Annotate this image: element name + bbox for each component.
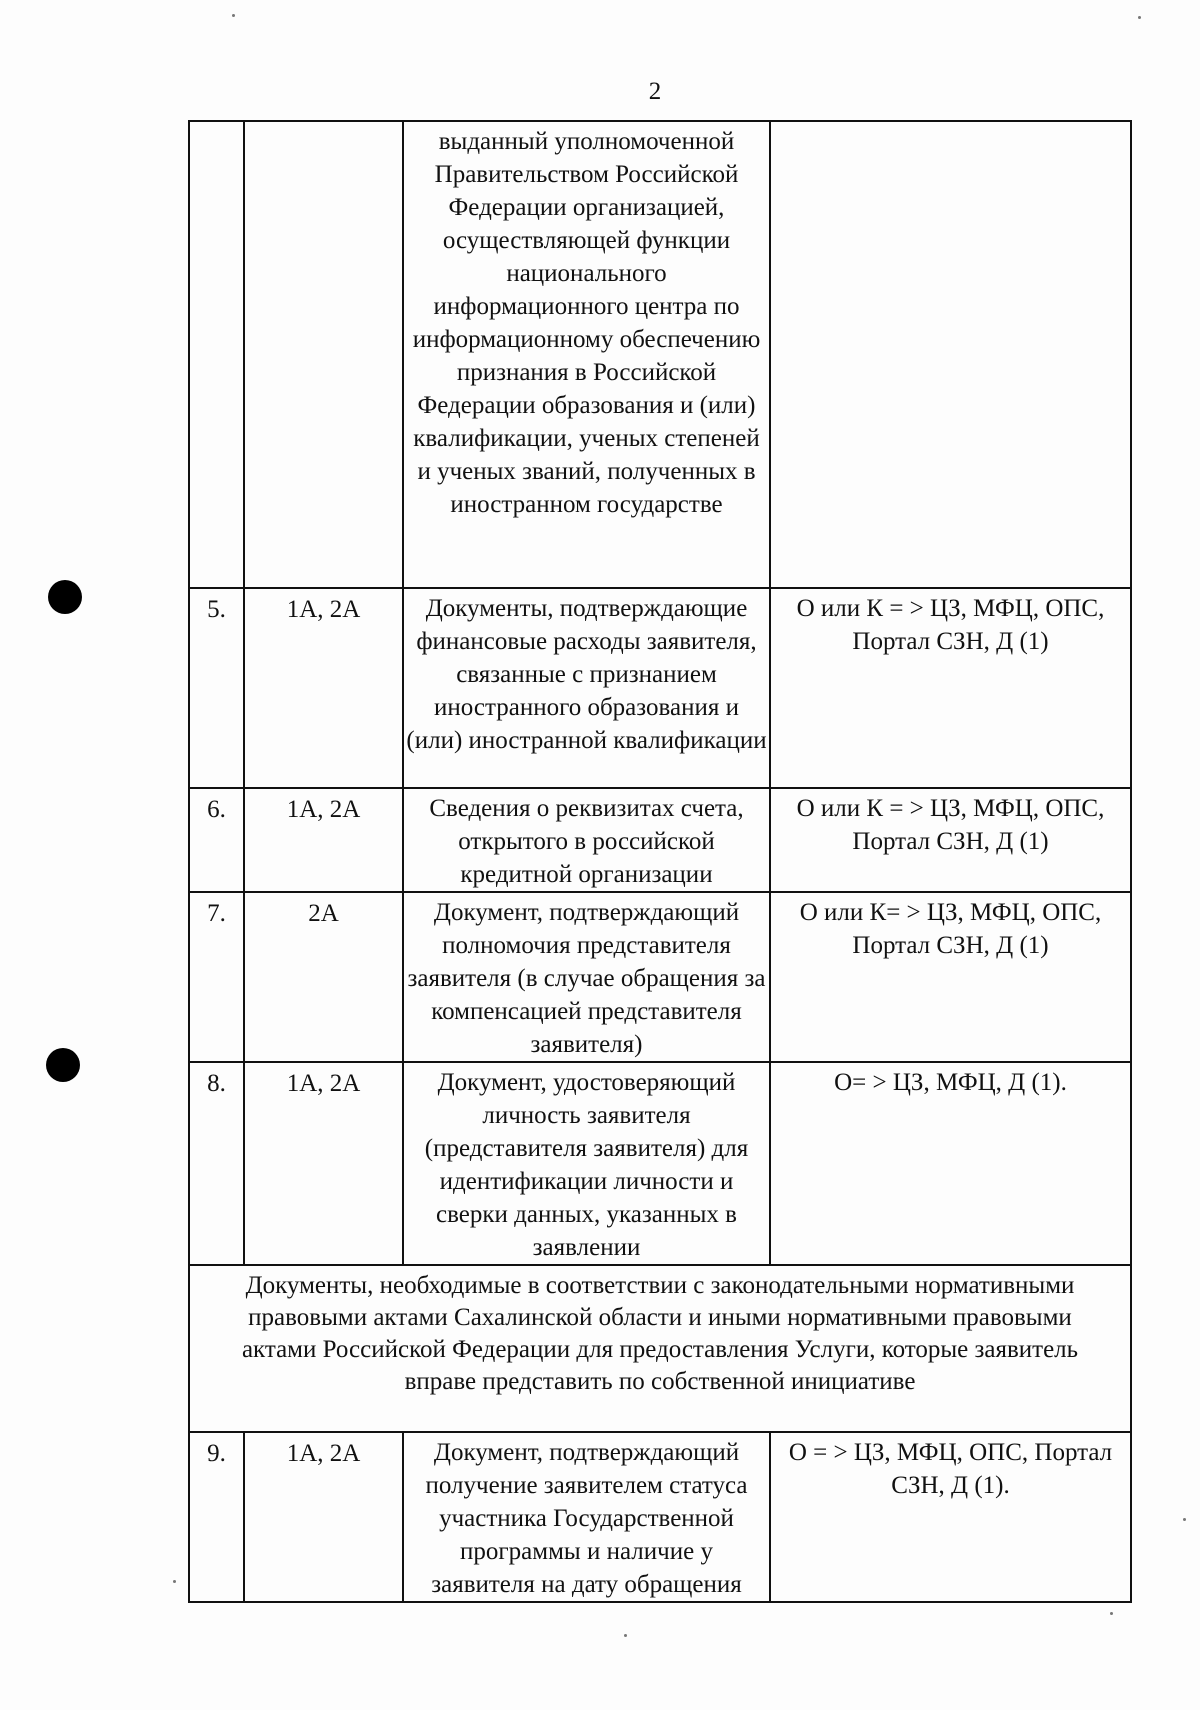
section-heading: Документы, необходимые в соответствии с законодательными нормативными правовыми актами Сахалинской области и иными нормативными правовыми актами Российской Федерации для предоставления Услуги, которые заявитель вправе представить по собственной инициативе <box>189 1265 1131 1432</box>
applicant-group-cell: 2А <box>244 892 403 1062</box>
documents-table <box>188 120 1132 1603</box>
table-row <box>189 788 1131 892</box>
row-number-cell: 8. <box>189 1062 244 1265</box>
punch-hole-mark <box>46 1048 80 1082</box>
row-number-cell: 6. <box>189 788 244 892</box>
scan-speck <box>624 1634 627 1637</box>
row-number-cell <box>189 121 244 588</box>
applicant-group-cell <box>244 121 403 588</box>
applicant-group-cell: 1А, 2А <box>244 1062 403 1265</box>
scan-speck <box>1138 16 1141 19</box>
row-number-cell: 5. <box>189 588 244 788</box>
table-row <box>189 588 1131 788</box>
table-row <box>189 892 1131 1062</box>
scan-speck <box>1183 1518 1186 1521</box>
scan-speck <box>232 14 235 17</box>
document-name-cell: Документ, подтверждающий полномочия представителя заявителя (в случае обращения за компенсацией представителя заявителя) <box>403 892 770 1062</box>
table-row <box>189 1062 1131 1265</box>
row-number-cell: 9. <box>189 1432 244 1602</box>
submission-method-cell: О= > ЦЗ, МФЦ, Д (1). <box>770 1062 1131 1265</box>
scan-speck <box>173 1580 176 1583</box>
row-number-cell: 7. <box>189 892 244 1062</box>
applicant-group-cell: 1А, 2А <box>244 1432 403 1602</box>
table-row <box>189 121 1131 588</box>
table-row <box>189 1432 1131 1602</box>
document-name-cell: Документ, удостоверяющий личность заявителя (представителя заявителя) для идентификации личности и сверки данных, указанных в заявлении <box>403 1062 770 1265</box>
page-number: 2 <box>648 78 662 105</box>
document-name-cell: Сведения о реквизитах счета, открытого в российской кредитной организации <box>403 788 770 892</box>
document-name-cell: Документы, подтверждающие финансовые расходы заявителя, связанные с признанием иностранного образования и (или) иностранной квалификации <box>403 588 770 788</box>
submission-method-cell: О = > ЦЗ, МФЦ, ОПС, Портал СЗН, Д (1). <box>770 1432 1131 1602</box>
submission-method-cell: О или К = > ЦЗ, МФЦ, ОПС, Портал СЗН, Д (1) <box>770 788 1131 892</box>
section-heading-row <box>189 1265 1131 1432</box>
scan-speck <box>1110 1612 1113 1615</box>
applicant-group-cell: 1А, 2А <box>244 788 403 892</box>
applicant-group-cell: 1А, 2А <box>244 588 403 788</box>
document-name-cell: выданный уполномоченной Правительством Российской Федерации организацией, осуществляющей функции национального информационного центра по информационному обеспечению признания в Российской Федерации образования и (или) квалификации, ученых степеней и ученых званий, полученных в иностранном государстве <box>403 121 770 588</box>
submission-method-cell: О или К= > ЦЗ, МФЦ, ОПС, Портал СЗН, Д (1) <box>770 892 1131 1062</box>
submission-method-cell: О или К = > ЦЗ, МФЦ, ОПС, Портал СЗН, Д (1) <box>770 588 1131 788</box>
document-name-cell: Документ, подтверждающий получение заявителем статуса участника Государственной программы и наличие у заявителя на дату обращения <box>403 1432 770 1602</box>
punch-hole-mark <box>48 580 82 614</box>
submission-method-cell <box>770 121 1131 588</box>
